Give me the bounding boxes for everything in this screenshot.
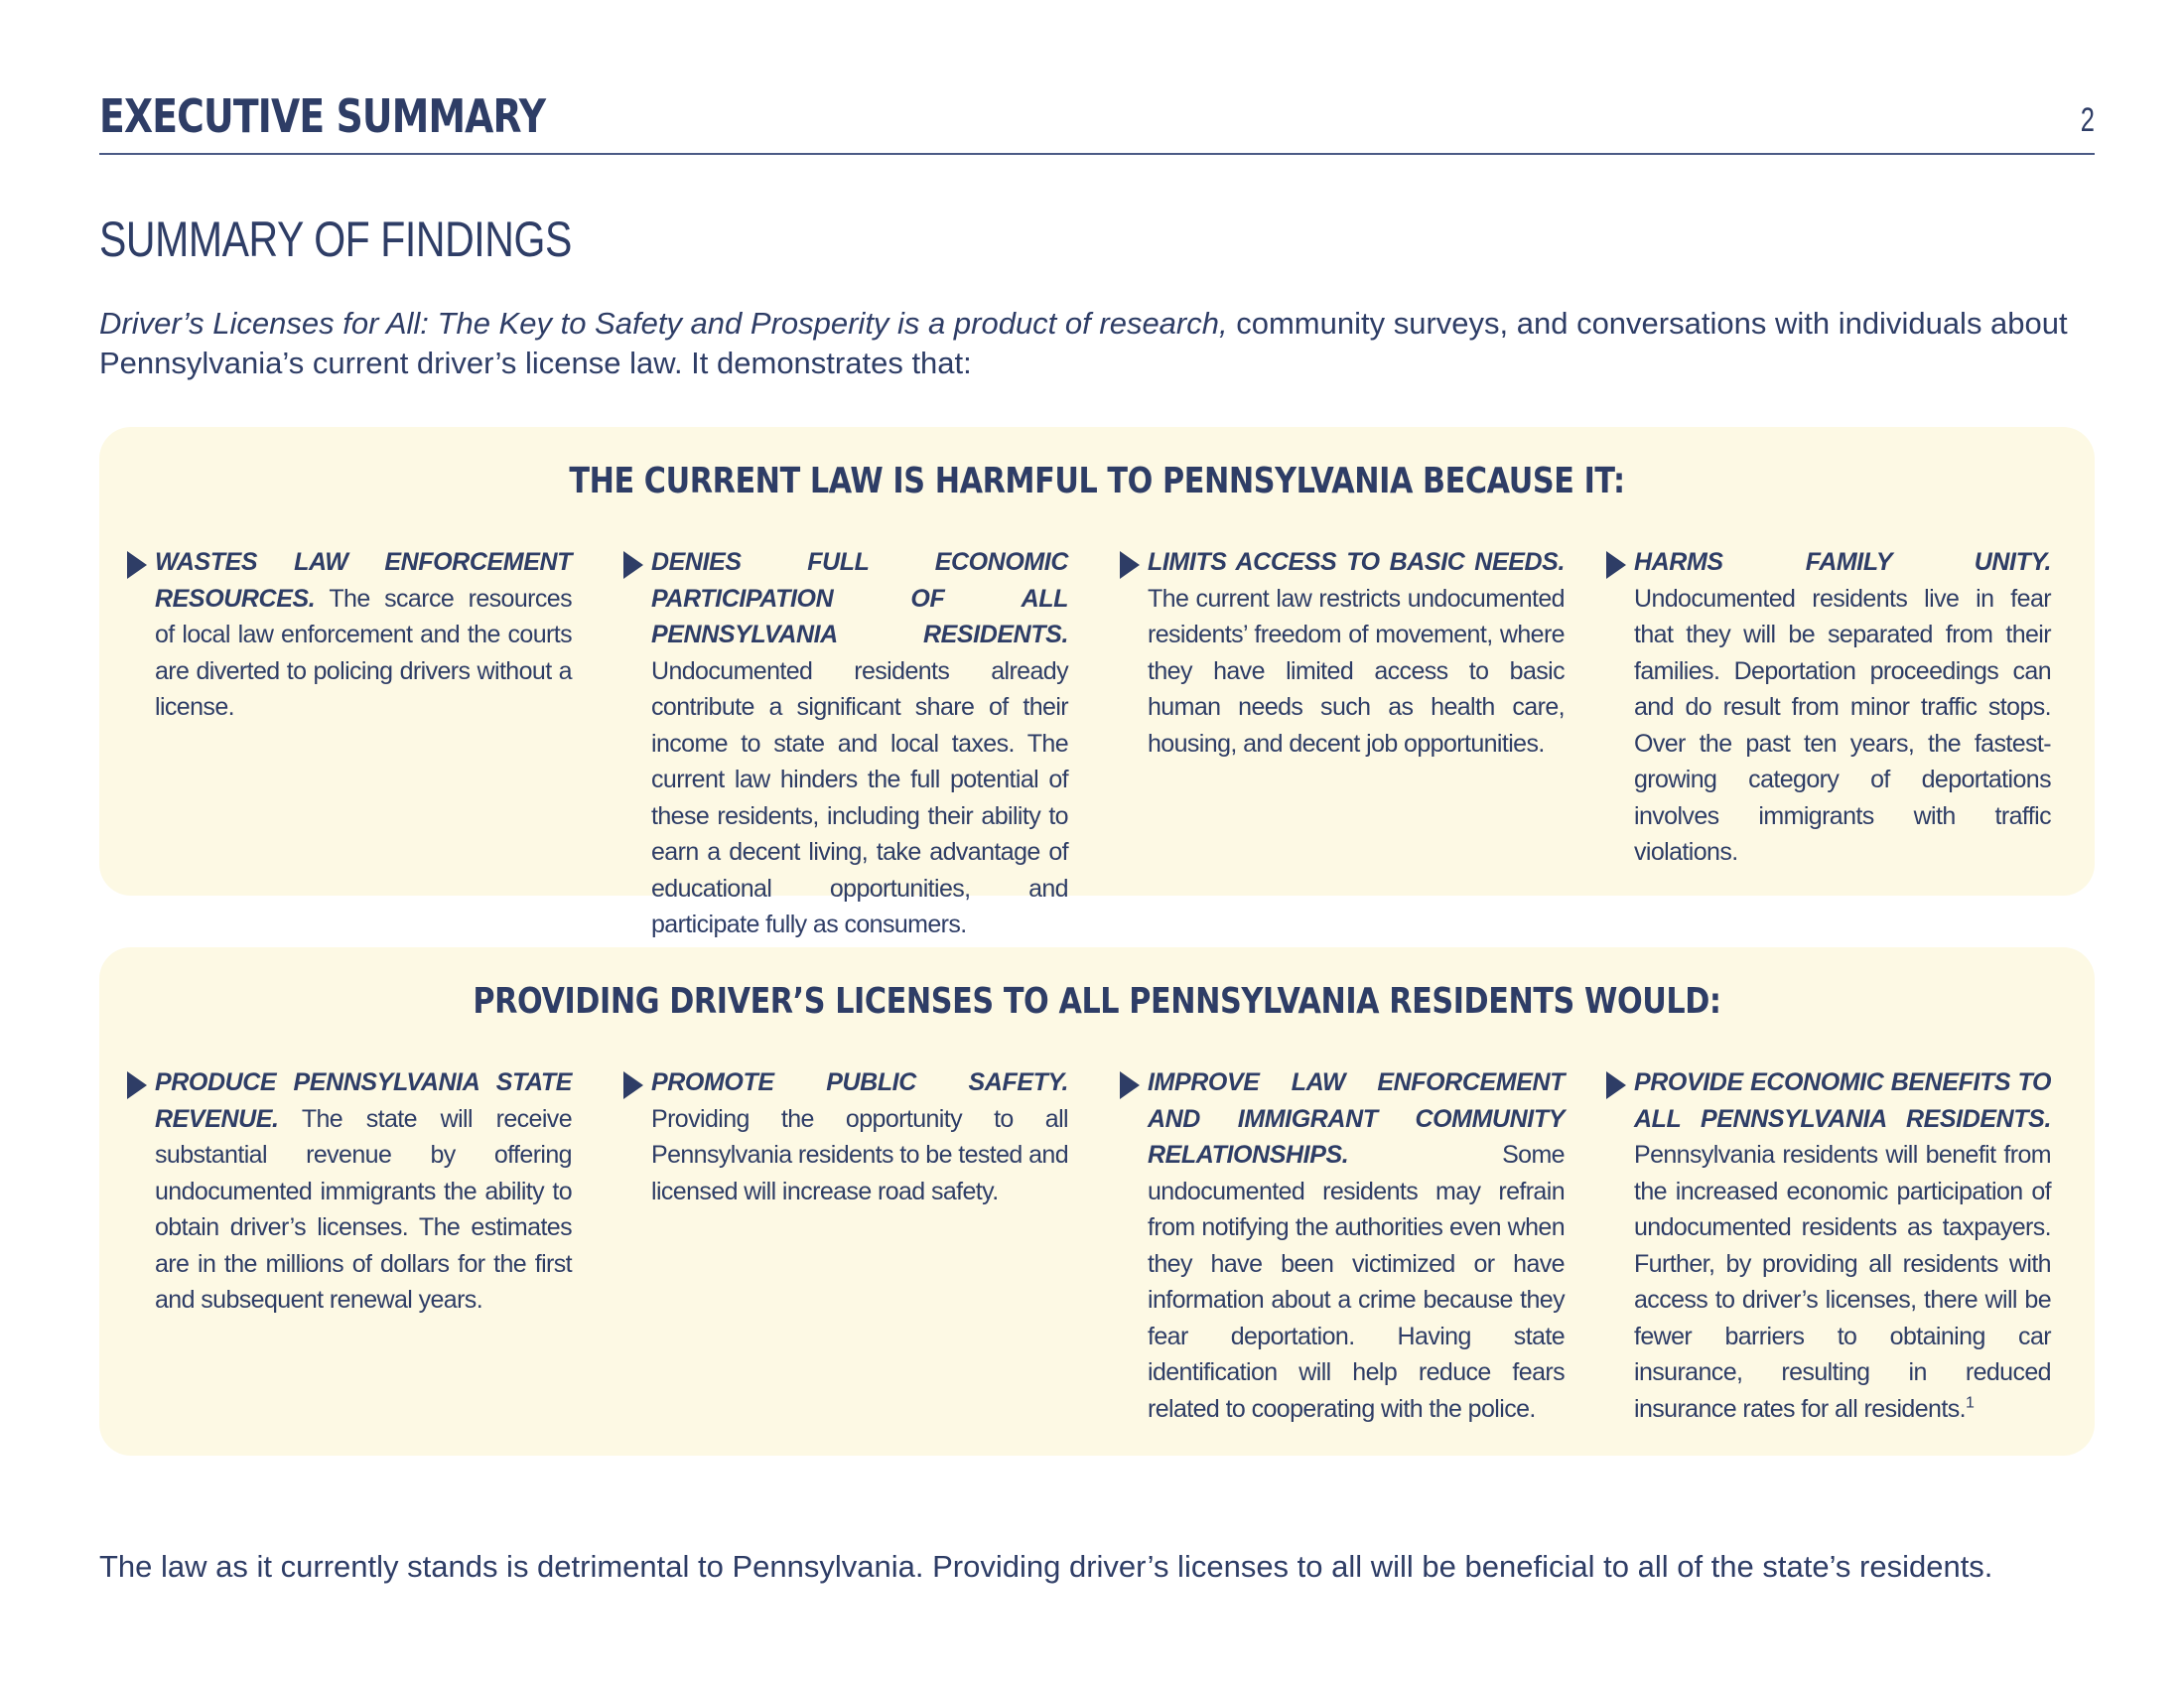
finding-lead: DENIES FULL ECONOMIC PARTICIPATION OF ALL PENNSYLVANIA RESIDENTS. <box>651 548 1068 648</box>
report-title: Driver’s Licenses for All: The Key to Safety and Prosperity is a product of research, <box>99 306 1228 341</box>
finding-text <box>651 544 1068 943</box>
finding-text <box>1148 544 1565 762</box>
finding-text <box>155 544 572 726</box>
finding-lead: PROVIDE ECONOMIC BENEFITS TO ALL PENNSYLVANIA RESIDENTS. <box>1634 1068 2051 1133</box>
intro-text: community surveys, and conversations with individuals about Pennsylvania’s current driver’s license law. It demonstrates that: <box>99 306 2068 380</box>
closing-paragraph: The law as it currently stands is detrimental to Pennsylvania. Providing driver’s licenses to all will be beneficial to all of the state’s residents. <box>99 1549 1993 1584</box>
triangle-bullet-icon <box>127 1071 147 1099</box>
finding-body: Providing the opportunity to all Pennsylvania residents to be tested and licensed will increase road safety. <box>651 1104 1068 1205</box>
finding-lead: IMPROVE LAW ENFORCEMENT AND IMMIGRANT COMMUNITY RELATIONSHIPS. <box>1148 1068 1565 1169</box>
finding-body: The scarce resources of local law enforcement and the courts are diverted to policing drivers without a license. <box>155 584 572 721</box>
triangle-bullet-icon <box>623 551 643 579</box>
finding-body: The state will receive substantial revenue by offering undocumented immigrants the ability to obtain driver’s licenses. The estimates are in the millions of dollars for the first and subsequent renewal years. <box>155 1104 572 1314</box>
page-header <box>99 83 2095 155</box>
triangle-bullet-icon <box>1120 551 1140 579</box>
finding-lead: HARMS FAMILY UNITY. <box>1634 548 2051 576</box>
finding-text <box>651 1064 1068 1209</box>
benefits-panel <box>99 947 2095 1456</box>
finding-text <box>1634 1064 2051 1427</box>
triangle-bullet-icon <box>1606 551 1626 579</box>
finding-lead: WASTES LAW ENFORCEMENT RESOURCES. <box>155 548 572 613</box>
finding-lead: PROMOTE PUBLIC SAFETY. <box>651 1068 1068 1096</box>
harms-panel <box>99 427 2095 938</box>
triangle-bullet-icon <box>1120 1071 1140 1099</box>
page-number: 2 <box>2080 101 2095 139</box>
triangle-bullet-icon <box>623 1071 643 1099</box>
section-title: SUMMARY OF FINDINGS <box>99 211 572 267</box>
finding-body: Undocumented residents live in fear that they will be separated from their families. Deportation proceedings can and do result from minor traffic stops. Over the past ten years, the fastest-growing category of deportations involves immigrants with traffic violations. <box>1634 584 2051 866</box>
intro-paragraph <box>99 304 2095 383</box>
finding-body: Some undocumented residents may refrain from notifying the authorities even when they have been victimized or have information about a crime because they fear deportation. Having state identification will help reduce fears related to cooperating with the police. <box>1148 1141 1565 1423</box>
finding-body: The current law restricts undocumented residents’ freedom of movement, where they have limited access to basic human needs such as health care, housing, and decent job opportunities. <box>1148 584 1565 758</box>
triangle-bullet-icon <box>1606 1071 1626 1099</box>
finding-text <box>1634 544 2051 871</box>
benefits-heading: PROVIDING DRIVER’S LICENSES TO ALL PENNSYLVANIA RESIDENTS WOULD: <box>473 981 1721 1022</box>
footnote-marker: 1 <box>1965 1394 1975 1412</box>
triangle-bullet-icon <box>127 551 147 579</box>
finding-body: Pennsylvania residents will benefit from the increased economic participation of undocumented residents as taxpayers. Further, by providing all residents with access to driver’s licenses, there will be fewer barriers to obtaining car insurance, resulting in reduced insurance rates for all residents. <box>1634 1141 2051 1423</box>
finding-text <box>1148 1064 1565 1427</box>
harms-heading: THE CURRENT LAW IS HARMFUL TO PENNSYLVANIA BECAUSE IT: <box>569 461 1625 501</box>
finding-text <box>155 1064 572 1319</box>
finding-lead: PRODUCE PENNSYLVANIA STATE REVENUE. <box>155 1068 572 1133</box>
finding-body: Undocumented residents already contribute a significant share of their income to state and local taxes. The current law hinders the full potential of these residents, including their ability to earn a decent living, take advantage of educational opportunities, and participate fully as consumers. <box>651 656 1068 938</box>
finding-lead: LIMITS ACCESS TO BASIC NEEDS. <box>1148 548 1565 576</box>
page-title: EXECUTIVE SUMMARY <box>99 89 546 143</box>
